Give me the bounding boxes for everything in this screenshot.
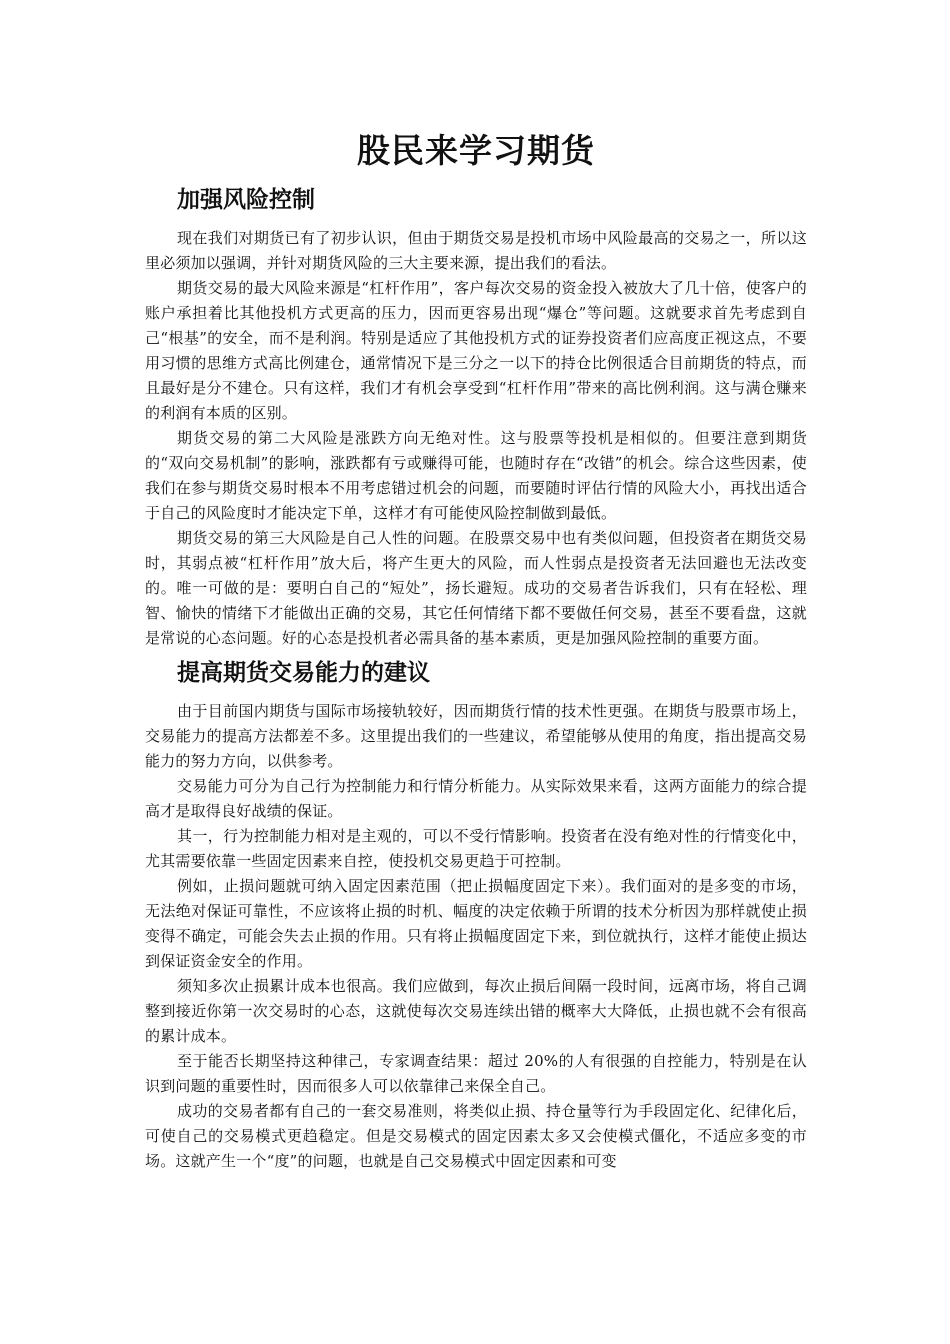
paragraph: 现在我们对期货已有了初步认识，但由于期货交易是投机市场中风险最高的交易之一，所以这里必须加以强调，并针对期货风险的三大主要来源，提出我们的看法。 <box>145 229 807 272</box>
paragraph: 期货交易的最大风险来源是“杠杆作用”，客户每次交易的资金投入被放大了几十倍，使客户的账户承担着比其他投机方式更高的压力，因而更容易出现“爆仓”等问题。这就要求首先考虑到自己“根基”的安全，而不是利润。特别是适应了其他投机方式的证券投资者们应高度正视这点，不要用习惯的思维方式高比例建仓，通常情况下是三分之一以下的持仓比例很适合目前期货的特点，而且最好是分不建仓。只有这样，我们才有机会享受到“杠杆作用”带来的高比例利润。这与满仓赚来的利润有本质的区别。 <box>145 279 807 422</box>
paragraph: 成功的交易者都有自己的一套交易准则，将类似止损、持仓量等行为手段固定化、纪律化后，可使自己的交易模式更趋稳定。但是交易模式的固定因素太多又会使模式僵化，不适应多变的市场。这就产生一个“度”的问题，也就是自己交易模式中固定因素和可变 <box>145 1102 807 1170</box>
paragraph: 其一，行为控制能力相对是主观的，可以不受行情影响。投资者在没有绝对性的行情变化中，尤其需要依靠一些固定因素来自控，使投机交易更趋于可控制。 <box>145 827 807 870</box>
paragraph: 由于目前国内期货与国际市场接轨较好，因而期货行情的技术性更强。在期货与股票市场上，交易能力的提高方法都差不多。这里提出我们的一些建议，希望能够从使用的角度，指出提高交易能力的努力方向，以供参考。 <box>145 702 807 770</box>
paragraph: 须知多次止损累计成本也很高。我们应做到，每次止损后间隔一段时间，远离市场，将自己调整到接近你第一次交易时的心态，这就使每次交易连续出错的概率大大降低，止损也就不会有很高的累计成本。 <box>145 977 807 1045</box>
paragraph: 交易能力可分为自己行为控制能力和行情分析能力。从实际效果来看，这两方面能力的综合提高才是取得良好战绩的保证。 <box>145 777 807 820</box>
section-heading-trading-ability: 提高期货交易能力的建议 <box>177 660 430 686</box>
paragraph: 至于能否长期坚持这种律己，专家调查结果：超过 20%的人有很强的自控能力，特别是在认识到问题的重要性时，因而很多人可以依靠律己来保全自己。 <box>145 1052 807 1095</box>
paragraph: 期货交易的第二大风险是涨跌方向无绝对性。这与股票等投机是相似的。但要注意到期货的“双向交易机制”的影响，涨跌都有亏或赚得可能，也随时存在“改错”的机会。综合这些因素，使我们在参与期货交易时根本不用考虑错过机会的问题，而要随时评估行情的风险大小，再找出适合于自己的风险度时才能决定下单，这样才有可能使风险控制做到最低。 <box>145 429 807 522</box>
document-title: 股民来学习期货 <box>357 131 595 170</box>
document-content <box>145 128 807 1174</box>
paragraph: 期货交易的第三大风险是自己人性的问题。在股票交易中也有类似问题，但投资者在期货交易时，其弱点被“杠杆作用”放大后，将产生更大的风险，而人性弱点是投资者无法回避也无法改变的。唯一可做的是：要明白自己的“短处”，扬长避短。成功的交易者告诉我们，只有在轻松、理智、愉快的情绪下才能做出正确的交易，其它任何情绪下都不要做任何交易，甚至不要看盘，这就是常说的心态问题。好的心态是投机者必需具备的基本素质，更是加强风险控制的重要方面。 <box>145 529 807 647</box>
paragraph: 例如，止损问题就可纳入固定因素范围（把止损幅度固定下来）。我们面对的是多变的市场，无法绝对保证可靠性，不应该将止损的时机、幅度的决定依赖于所谓的技术分析因为那样就使止损变得不确定，可能会失去止损的作用。只有将止损幅度固定下来，到位就执行，这样才能使止损达到保证资金安全的作用。 <box>145 877 807 970</box>
section-heading-risk-control: 加强风险控制 <box>177 187 315 213</box>
